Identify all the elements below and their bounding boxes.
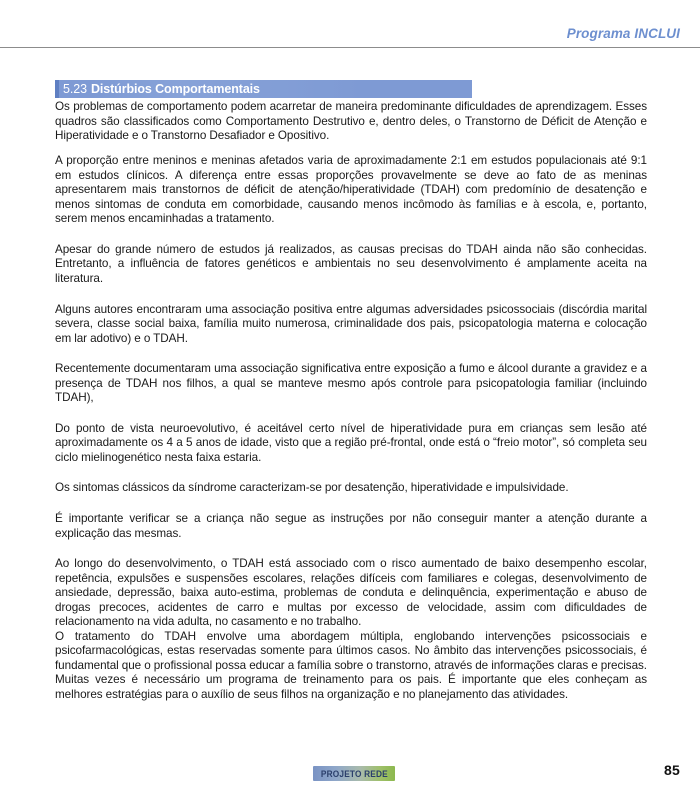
paragraph: Alguns autores encontraram uma associação positiva entre algumas adversidades psicossociais (discórdia marital severa, classe social baixa, família muito numerosa, criminalidade dos pais, psicopatologia materna e colocação em lar adotivo) e o TDAH. [55, 302, 647, 345]
projeto-rede-logo [313, 766, 395, 781]
body-text-column [55, 100, 647, 703]
projeto-rede-logo-text: PROJETO REDE [320, 768, 388, 779]
header-rule [0, 47, 700, 48]
paragraph: É importante verificar se a criança não segue as instruções por não conseguir manter a atenção durante a explicação das mesmas. [55, 511, 647, 540]
paragraph: Os problemas de comportamento podem acarretar de maneira predominante dificuldades de aprendizagem. Esses quadros são classificados como Comportamento Destrutivo e, dentro deles, o Transtorno de Déficit de Atenção e Hiperatividade e o Transtorno Desafiador e Opositivo. [55, 100, 647, 143]
page-footer [0, 752, 700, 800]
section-number: 5.23 [63, 82, 87, 96]
paragraph: O tratamento do TDAH envolve uma abordagem múltipla, englobando intervenções psicossociais e psicofarmacológicas, estas reservadas somente para últimos casos. No âmbito das intervenções psicossociais, é fundamental que o profissional possa educar a família sobre o transtorno, através de informações claras e precisas. Muitas vezes é necessário um programa de treinamento para os pais. É importante que eles conheçam as melhores estratégias para o auxílio de seus filhos na organização e no planejamento das atividades. [55, 629, 647, 701]
paragraph: A proporção entre meninos e meninas afetados varia de aproximadamente 2:1 em estudos populacionais até 9:1 em estudos clínicos. A diferença entre essas proporções provavelmente se deve ao fato de as meninas apresentarem mais transtornos de déficit de atenção/hiperatividade (TDAH) com predomínio de desatenção e menos sintomas de conduta em comorbidade, causando menos incômodo às famílias e à escola, e, portanto, serem menos encaminhadas a tratamento. [55, 154, 647, 226]
running-head-title: Programa INCLUI [566, 26, 680, 41]
paragraph: Recentemente documentaram uma associação significativa entre exposição a fumo e álcool durante a gravidez e a presença de TDAH nos filhos, a qual se manteve mesmo após controle para psicopatologia familiar (incluindo TDAH), [55, 362, 647, 405]
section-heading-bar [55, 80, 472, 98]
paragraph: Do ponto de vista neuroevolutivo, é aceitável certo nível de hiperatividade pura em crianças sem lesão até aproximadamente os 4 a 5 anos de idade, visto que a região pré-frontal, onde está o “freio motor”, só completa seu ciclo mielinogenético nesta faixa estaria. [55, 421, 647, 464]
paragraph: Os sintomas clássicos da síndrome caracterizam-se por desatenção, hiperatividade e impulsividade. [55, 481, 569, 495]
paragraph: Apesar do grande número de estudos já realizados, as causas precisas do TDAH ainda não são conhecidas. Entretanto, a influência de fatores genéticos e ambientais no seu desenvolvimento é amplamente aceita na literatura. [55, 242, 647, 285]
page-number: 85 [664, 762, 680, 778]
section-title: Distúrbios Comportamentais [90, 82, 260, 96]
paragraph: Ao longo do desenvolvimento, o TDAH está associado com o risco aumentado de baixo desempenho escolar, repetência, expulsões e suspensões escolares, relações difíceis com familiares e colegas, desenvolvimento de ansiedade, depressão, baixa auto-estima, problemas de conduta e delinquência, experimentação e abuso de drogas precoces, acidentes de carro e multas por excesso de velocidade, assim com dificuldades de relacionamento na vida adulta, no casamento e no trabalho. [55, 557, 647, 629]
